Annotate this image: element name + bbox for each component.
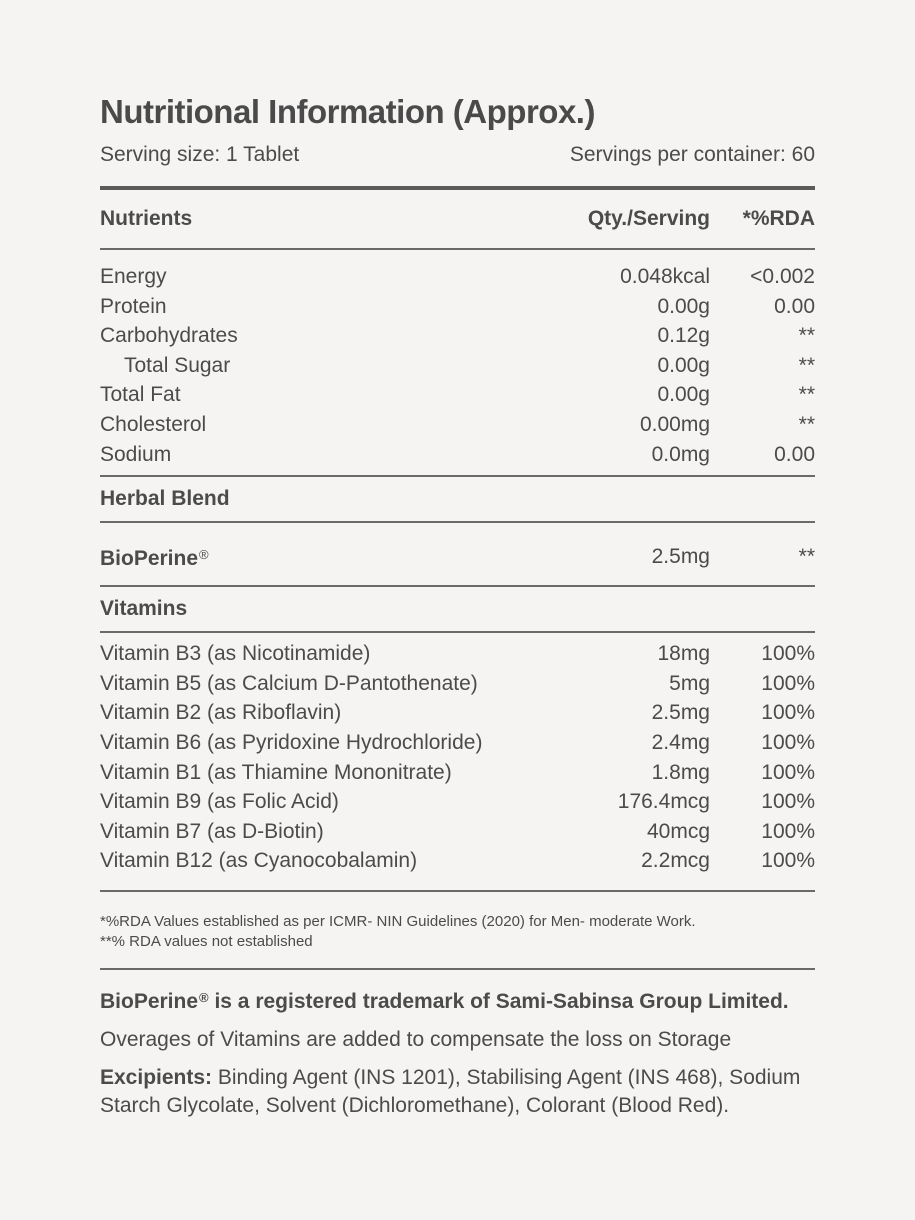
registered-mark: ® — [199, 989, 209, 1005]
nutrient-name: Cholesterol — [100, 412, 207, 436]
nutrient-qty: 0.00mg — [639, 412, 710, 436]
bioperine-label: BioPerine — [100, 547, 199, 571]
nutrient-qty: 0.00g — [657, 383, 710, 407]
vitamin-rda: 100% — [761, 642, 815, 666]
vitamin-name: Vitamin B6 (as Pyridoxine Hydrochloride) — [100, 730, 483, 754]
vitamin-rda: 100% — [761, 849, 815, 873]
vitamin-name: Vitamin B3 (as Nicotinamide) — [100, 642, 371, 666]
nutrient-qty: 0.00g — [657, 353, 710, 377]
herbal-blend-label: Herbal Blend — [100, 487, 230, 511]
nutrient-name: Protein — [100, 294, 167, 318]
footnote-rda-not-established: **% RDA values not established — [100, 932, 313, 950]
table-row — [100, 698, 815, 728]
footnotes — [100, 892, 815, 968]
table-row — [100, 410, 815, 440]
vitamin-name: Vitamin B5 (as Calcium D-Pantothenate) — [100, 671, 478, 695]
nutrient-rda: 0.00 — [774, 294, 815, 318]
vitamin-rda: 100% — [761, 819, 815, 843]
nutrition-panel — [100, 90, 815, 1130]
vitamin-name: Vitamin B9 (as Folic Acid) — [100, 790, 339, 814]
table-row — [100, 440, 815, 470]
registered-mark: ® — [199, 547, 209, 563]
vitamin-qty: 2.4mg — [651, 730, 710, 754]
excipients-text: Binding Agent (INS 1201), Stabilising Agent (INS 468), Sodium Starch Glycolate, Solvent (Dichloromethane), Colorant (Blood Red). — [100, 1065, 801, 1117]
table-row — [100, 758, 815, 788]
nutrient-rda: ** — [798, 412, 815, 436]
vitamin-rda: 100% — [761, 790, 815, 814]
divider — [100, 968, 815, 970]
vitamin-qty: 18mg — [657, 642, 710, 666]
notes — [100, 984, 815, 1120]
vitamin-rda: 100% — [761, 701, 815, 725]
section-heading-herbal-blend — [100, 477, 815, 521]
section-heading-vitamins — [100, 587, 815, 631]
nutrient-qty: 0.0mg — [651, 442, 710, 466]
column-header-rda: *%RDA — [742, 207, 815, 230]
vitamin-name: Vitamin B7 (as D-Biotin) — [100, 819, 324, 843]
vitamin-rda: 100% — [761, 730, 815, 754]
nutrient-name: Sodium — [100, 442, 172, 466]
vitamin-qty: 1.8mg — [651, 760, 710, 784]
page-title: Nutritional Information (Approx.) — [100, 93, 595, 130]
servings-per-container: Servings per container: 60 — [569, 143, 815, 166]
table-row — [100, 380, 815, 410]
table-row — [100, 846, 815, 876]
table-row — [100, 535, 815, 579]
nutrient-qty: 0.048kcal — [620, 265, 710, 288]
table-row — [100, 262, 815, 292]
table-row — [100, 321, 815, 351]
bioperine-name — [100, 533, 510, 581]
trademark-text: is a registered trademark of Sami-Sabinsa Group Limited. — [208, 989, 789, 1013]
table-row — [100, 728, 815, 758]
nutrient-name: Energy — [100, 265, 167, 288]
nutrient-name: Carbohydrates — [100, 324, 238, 348]
nutrient-rda: ** — [798, 383, 815, 407]
table-row — [100, 787, 815, 817]
vitamins-label: Vitamins — [100, 597, 188, 621]
vitamin-qty: 176.4mcg — [617, 790, 710, 814]
excipients-label: Excipients: — [100, 1065, 213, 1089]
vitamin-rda: 100% — [761, 760, 815, 784]
nutrient-rda: 0.00 — [774, 442, 815, 466]
vitamin-name: Vitamin B1 (as Thiamine Mononitrate) — [100, 760, 452, 784]
vitamin-qty: 40mcg — [646, 819, 710, 843]
trademark-brand: BioPerine — [100, 989, 199, 1013]
table-header — [100, 190, 815, 248]
trademark-note — [100, 984, 815, 1016]
herbal-group — [100, 523, 815, 585]
column-header-nutrients: Nutrients — [100, 207, 193, 230]
serving-size: Serving size: 1 Tablet — [100, 143, 300, 166]
column-header-qty: Qty./Serving — [587, 207, 710, 230]
nutrient-name: Total Sugar — [124, 353, 231, 377]
nutrient-rda: ** — [798, 353, 815, 377]
table-row — [100, 351, 815, 381]
table-row — [100, 669, 815, 699]
vitamin-qty: 2.5mg — [651, 701, 710, 725]
bioperine-rda: ** — [798, 545, 815, 569]
bioperine-qty: 2.5mg — [651, 545, 710, 569]
vitamin-qty: 5mg — [669, 671, 710, 695]
excipients-note — [100, 1064, 815, 1120]
vitamin-name: Vitamin B12 (as Cyanocobalamin) — [100, 849, 418, 873]
nutrient-rda: ** — [798, 324, 815, 348]
nutrient-qty: 0.00g — [657, 294, 710, 318]
vitamins-group — [100, 633, 815, 890]
nutrient-name: Total Fat — [100, 383, 181, 407]
nutrient-qty: 0.12g — [657, 324, 710, 348]
nutrients-group — [100, 250, 815, 475]
table-row — [100, 639, 815, 669]
serving-info — [100, 140, 815, 170]
vitamin-qty: 2.2mcg — [641, 849, 710, 873]
table-row — [100, 817, 815, 847]
footnote-rda-basis: *%RDA Values established as per ICMR- NIN Guidelines (2020) for Men- moderate Work. — [100, 912, 696, 930]
overages-note: Overages of Vitamins are added to compensate the loss on Storage — [100, 1027, 732, 1051]
vitamin-rda: 100% — [761, 671, 815, 695]
nutrient-rda: <0.002 — [750, 265, 815, 288]
table-row — [100, 292, 815, 322]
vitamin-name: Vitamin B2 (as Riboflavin) — [100, 701, 342, 725]
